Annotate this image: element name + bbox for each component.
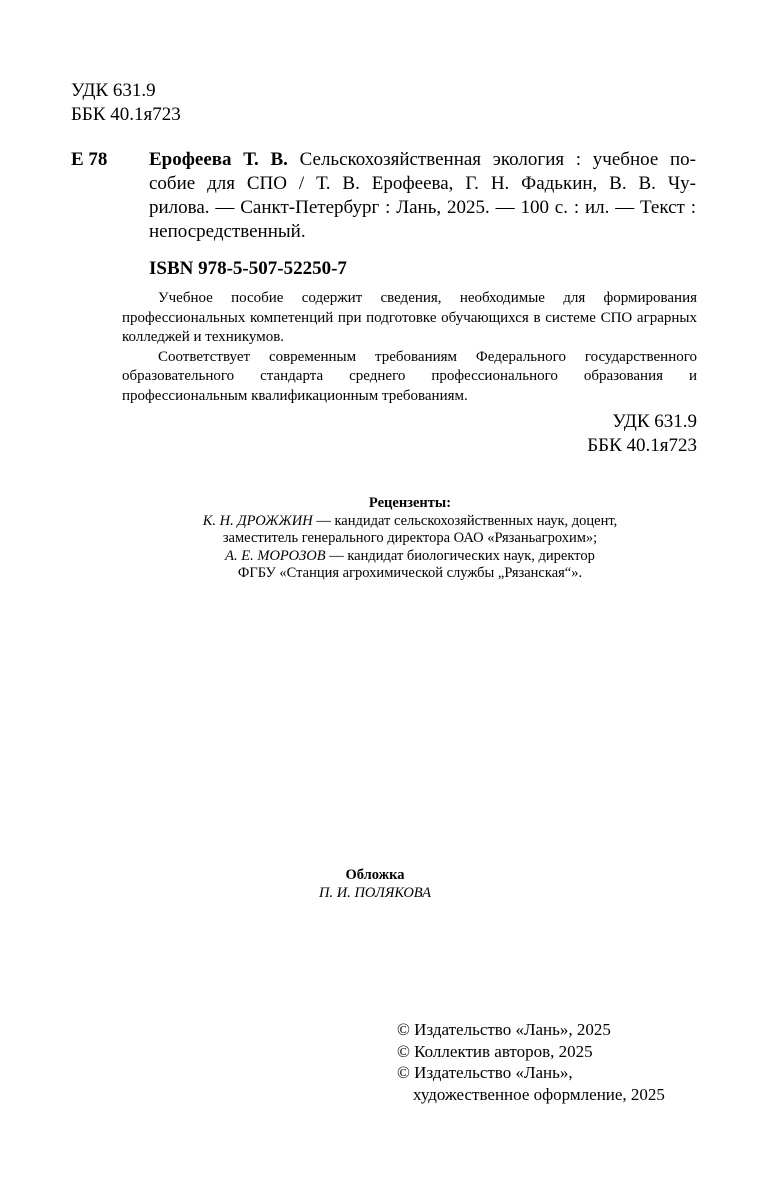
- reviewer-1-position: заместитель генерального директора ОАО «Рязаньагрохим»;: [222, 530, 598, 546]
- cover-designer: П. И. ПОЛЯКОВА: [319, 885, 431, 901]
- bibliographic-description: [149, 148, 696, 244]
- description-line-4: непосредственный.: [149, 221, 306, 242]
- reviewer-2-position: ФГБУ «Станция агрохимической службы „Рязанская“».: [237, 565, 583, 581]
- author-mark: Е 78: [71, 149, 108, 170]
- bbk-code: ББК 40.1я723: [71, 104, 181, 125]
- cover-heading: Обложка: [345, 867, 405, 883]
- copyright-line: © Коллектив авторов, 2025: [397, 1041, 593, 1061]
- reviewer-name: К. Н. ДРОЖЖИН: [202, 512, 313, 529]
- author-name: Ерофеева Т. В.: [149, 149, 288, 170]
- description-line-1: [149, 148, 696, 172]
- classification-top: [71, 79, 181, 127]
- udk-code: УДК 631.9: [71, 80, 156, 101]
- copyright-line: художественное оформление, 2025: [413, 1084, 665, 1104]
- reviewer-2: [0, 548, 769, 566]
- isbn: ISBN 978-5-507-52250-7: [149, 258, 347, 279]
- copyright-line: © Издательство «Лань», 2025: [397, 1020, 611, 1039]
- classification-bottom: [587, 410, 697, 458]
- annotation-paragraph: Соответствует современным требованиям Федерального государственного образовательного стандарта среднего профессионального образования и профессиональным квалификационным требованиям.: [122, 348, 697, 404]
- udk-code: УДК 631.9: [612, 411, 697, 432]
- copyright-block: [397, 1019, 665, 1105]
- reviewer-name: А. Е. МОРОЗОВ: [225, 547, 326, 564]
- reviewer-credentials: — кандидат сельскохозяйственных наук, доцент,: [312, 512, 618, 529]
- bbk-code: ББК 40.1я723: [587, 435, 697, 456]
- reviewer-1: [0, 513, 769, 531]
- description-line-3: рилова. — Санкт-Петербург : Лань, 2025. — 100 с. : ил. — Текст :: [149, 197, 696, 218]
- title-text: Сельскохозяйственная экология : учебное по-: [287, 149, 696, 170]
- annotation-paragraph: Учебное пособие содержит сведения, необходимые для формирования профессиональных компетенций при подготовке обучающихся в системе СПО аграрных колледжей и техникумов.: [122, 290, 697, 345]
- cover-credit: [0, 866, 750, 902]
- copyright-line: © Издательство «Лань»,: [397, 1063, 573, 1082]
- reviewers-block: [0, 495, 769, 583]
- description-line-2: собие для СПО / Т. В. Ерофеева, Г. Н. Фадькин, В. В. Чу-: [149, 173, 696, 194]
- bibliographic-entry: [71, 148, 696, 244]
- reviewers-heading: Рецензенты:: [368, 495, 452, 511]
- reviewer-credentials: — кандидат биологических наук, директор: [325, 547, 595, 564]
- annotation: [122, 289, 697, 406]
